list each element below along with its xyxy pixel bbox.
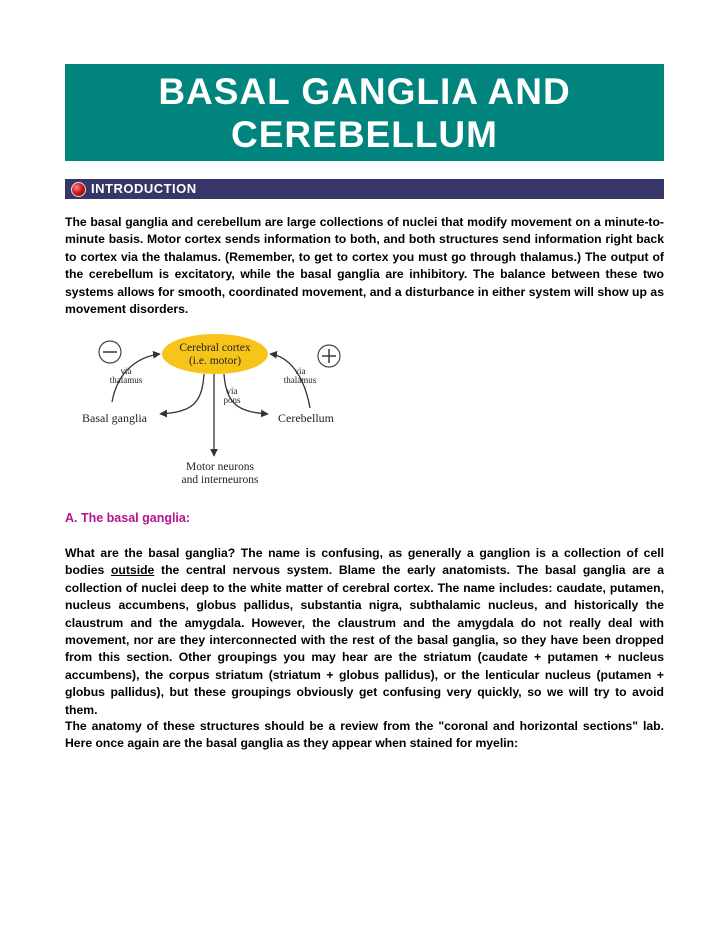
diagram-svg — [72, 332, 354, 492]
via-thalamus-right-1: via — [294, 366, 306, 376]
via-pons-1: via — [226, 386, 238, 396]
cerebellum-label: Cerebellum — [278, 411, 334, 425]
page-title — [65, 70, 664, 156]
cortex-label-1: Cerebral cortex — [179, 342, 251, 354]
title-line-1: BASAL GANGLIA AND — [158, 71, 571, 112]
motor-neurons-label-1: Motor neurons — [185, 461, 255, 473]
red-bullet-icon — [71, 182, 86, 197]
title-banner — [65, 64, 664, 161]
subheading-basal-ganglia: A. The basal ganglia: — [65, 511, 191, 525]
via-thalamus-right-2: thalamus — [283, 375, 317, 385]
cortex-label-2: (i.e. motor) — [188, 355, 242, 367]
title-line-2: CEREBELLUM — [231, 114, 498, 155]
section-bar-introduction — [65, 179, 664, 199]
cortex-loop-diagram — [72, 332, 354, 492]
cortex-oval — [162, 334, 268, 374]
section-label: INTRODUCTION — [91, 181, 197, 196]
intro-paragraph: The basal ganglia and cerebellum are large collections of nuclei that modify movement on a minute-to-minute basis. Motor cortex sends information to both, and both structures send information right back to cortex via the thalamus. (Remember, to get to cortex you must go through thalamus.) The output of the cerebellum is excitatory, while the basal ganglia are inhibitory. The balance between these two systems allows for smooth, coordinated movement, and a disturbance in either system will show up as movement disorders. — [65, 215, 664, 317]
via-thalamus-left-2: thalamus — [109, 375, 143, 385]
via-thalamus-left-1: via — [120, 366, 132, 376]
basal-ganglia-paragraph — [65, 545, 664, 719]
arrow-cortex-to-basal — [160, 374, 204, 414]
anatomy-paragraph: The anatomy of these structures should be a review from the "coronal and horizontal sections" lab. Here once again are the basal ganglia as they appear when stained for myelin: — [65, 719, 664, 751]
motor-neurons-label-2: and interneurons — [181, 474, 259, 486]
via-pons-2: pons — [223, 395, 241, 405]
p2-text-2: the central nervous system. Blame the early anatomists. The basal ganglia are a collection of nuclei deep to the white matter of cerebral cortex. The name includes: caudate, putamen, nucleus accumbens, globus pallidus, substantia nigra, subthalamic nucleus, and historically the claustrum and the amygdala. However, the claustrum and the amygdala do not really deal with movement, nor are they interconnected with the rest of the basal ganglia, so they have been dropped from this section. Other groupings you may hear are the striatum (caudate + putamen + nucleus accumbens), the corpus striatum (striatum + globus pallidus), or the lenticular nucleus (putamen + globus pallidus), but these groupings obviously get confusing very quickly, so we will try to avoid them. — [65, 563, 664, 717]
p2-text-1: What are the basal ganglia? The name is confusing, as generally a ganglion is a collection of cell bodies — [65, 546, 664, 578]
basal-ganglia-label: Basal ganglia — [82, 411, 147, 425]
p2-underlined-word: outside — [110, 563, 155, 578]
